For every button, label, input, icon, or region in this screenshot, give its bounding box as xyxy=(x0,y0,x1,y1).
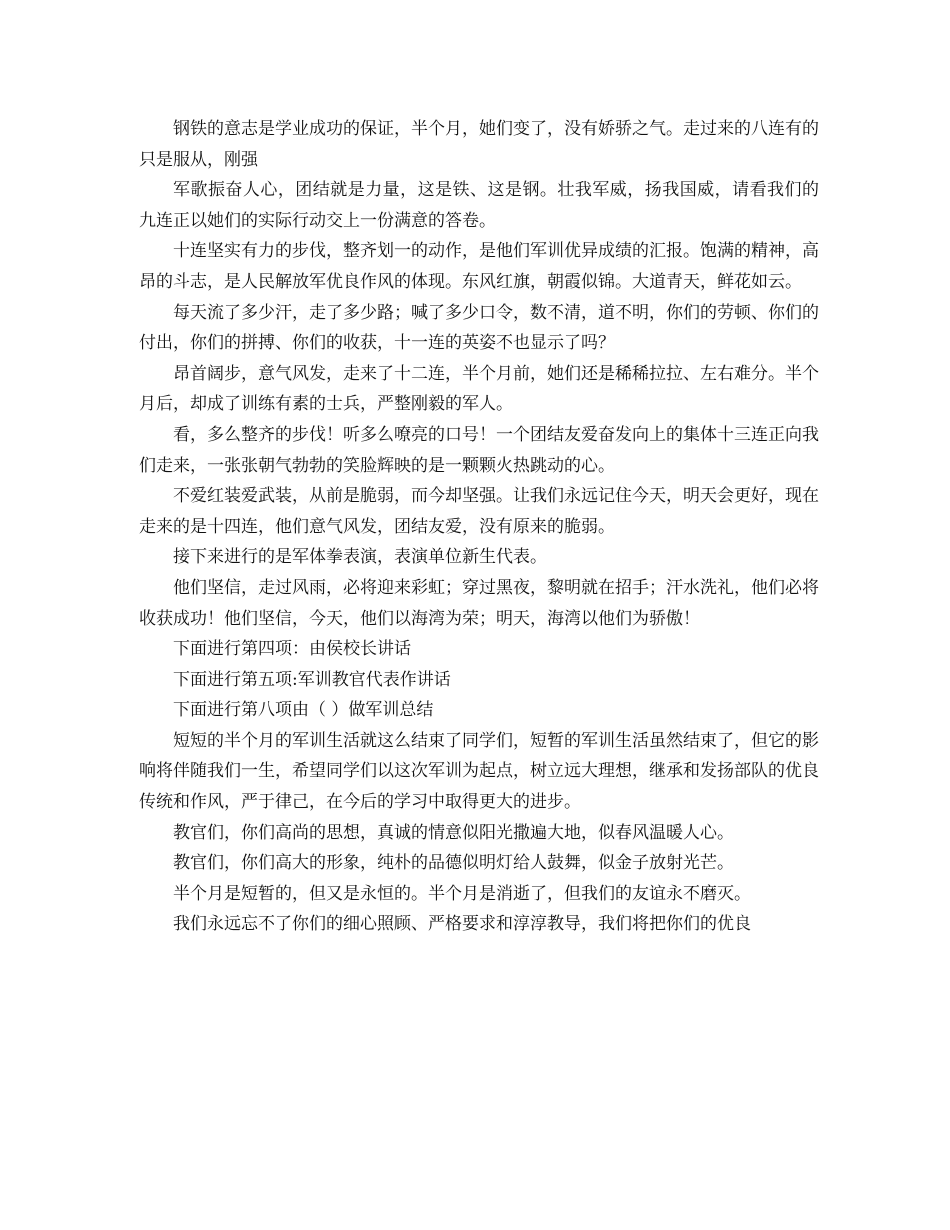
paragraph: 他们坚信，走过风雨，必将迎来彩虹；穿过黑夜，黎明就在招手；汗水洗礼，他们必将收获成功！他们坚信，今天，他们以海湾为荣；明天，海湾以他们为骄傲！ xyxy=(139,577,819,629)
paragraph: 下面进行第五项:军训教官代表作讲话 xyxy=(173,669,451,690)
paragraph: 军歌振奋人心，团结就是力量，这是铁、这是钢。壮我军威，扬我国威，请看我们的 九连正以她们的实际行动交上一份满意的答卷。 xyxy=(139,180,819,231)
paragraph: 我们永远忘不了你们的细心照顾、严格要求和淳淳教导，我们将把你们的优良 xyxy=(173,914,751,935)
paragraph: 教官们，你们高尚的思想，真诚的情意似阳光撒遍大地，似春风温暖人心。 xyxy=(173,822,734,843)
paragraph: 接下来进行的是军体拳表演，表演单位新生代表。 xyxy=(173,547,547,568)
paragraph: 短短的半个月的军训生活就这么结束了同学们，短暂的军训生活虽然结束了，但它的影响将伴随我们一生，希望同学们以这次军训为起点，树立远大理想，继承和发扬部队的优良传统和作风，严于律己，在今后的学习中取得更大的进步。 xyxy=(139,730,819,813)
paragraph: 钢铁的意志是学业成功的保证，半个月，她们变了，没有娇骄之气。走过来的八连有的只是服从，刚强 xyxy=(139,119,819,170)
paragraph: 不爱红装爱武装，从前是脆弱，而今却坚强。让我们永远记住今天，明天会更好，现在走来的是十四连，他们意气风发，团结友爱，没有原来的脆弱。 xyxy=(139,486,819,537)
paragraph: 下面进行第四项：由侯校长讲话 xyxy=(173,639,411,660)
paragraph: 教官们，你们高大的形象，纯朴的品德似明灯给人鼓舞，似金子放射光芒。 xyxy=(173,853,734,874)
paragraph: 每天流了多少汗，走了多少路；喊了多少口令，数不清，道不明，你们的劳顿、你们的付出，你们的拼搏、你们的收获，十一连的英姿不也显示了吗？ xyxy=(139,302,819,354)
paragraph: 看，多么整齐的步伐！听多么嘹亮的口号！一个团结友爱奋发向上的集体十三连正向我们走来，一张张朝气勃勃的笑脸辉映的是一颗颗火热跳动的心。 xyxy=(139,424,819,476)
paragraph: 下面进行第八项由（ ）做军训总结 xyxy=(173,700,434,721)
paragraph: 半个月是短暂的，但又是永恒的。半个月是消逝了，但我们的友谊永不磨灭。 xyxy=(173,883,751,904)
document-body xyxy=(139,114,819,940)
paragraph: 十连坚实有力的步伐，整齐划一的动作，是他们军训优异成绩的汇报。饱满的精神，高昂的斗志，是人民解放军优良作风的体现。东风红旗，朝霞似锦。大道青天，鲜花如云。 xyxy=(139,241,819,292)
paragraph: 昂首阔步，意气风发，走来了十二连，半个月前，她们还是稀稀拉拉、左右难分。半个月后，却成了训练有素的士兵，严整刚毅的军人。 xyxy=(139,363,819,415)
